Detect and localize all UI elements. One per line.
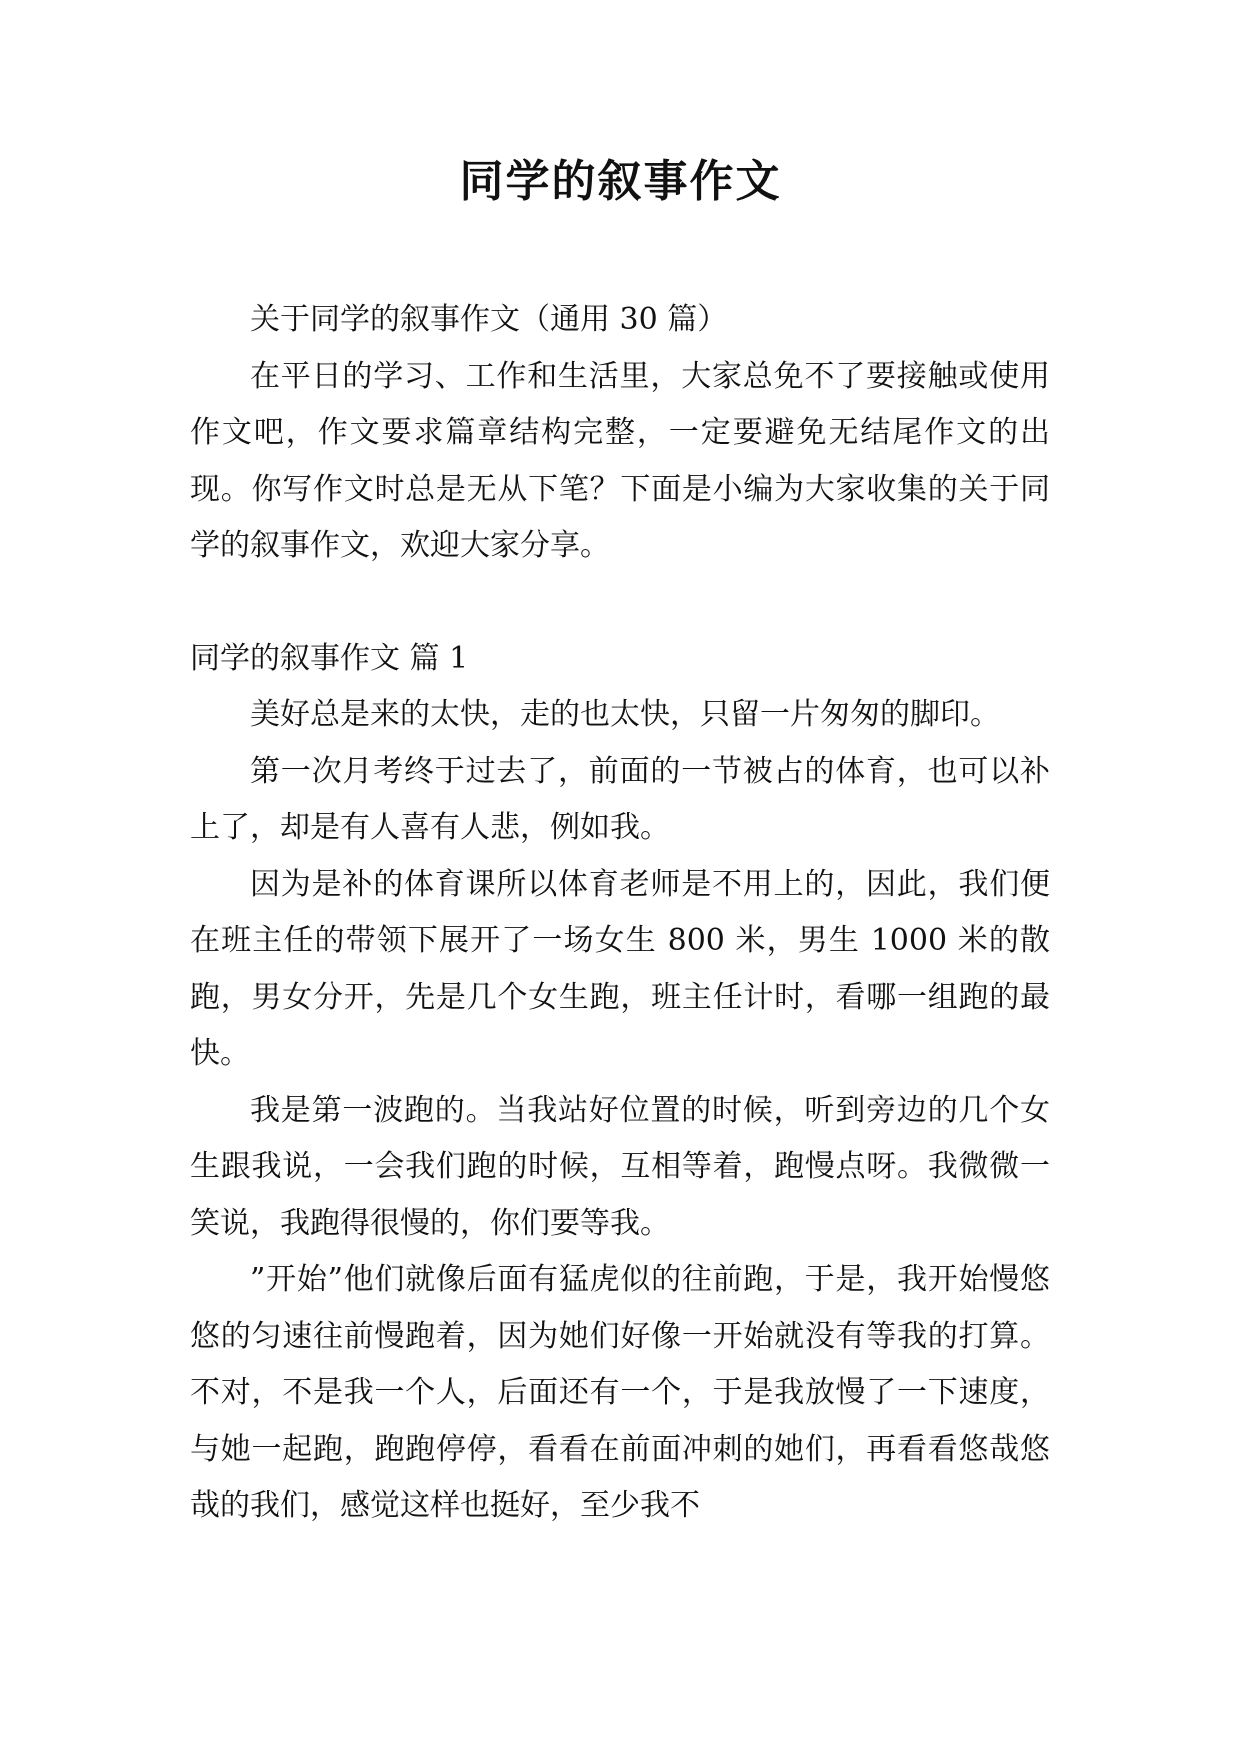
body-paragraph: 我是第一波跑的。当我站好位置的时候，听到旁边的几个女生跟我说，一会我们跑的时候，互相等着，跑慢点呀。我微微一笑说，我跑得很慢的，你们要等我。 (190, 1092, 1050, 1241)
body-paragraph: ”开始”他们就像后面有猛虎似的往前跑，于是，我开始慢悠悠的匀速往前慢跑着，因为她们好像一开始就没有等我的打算。不对，不是我一个人，后面还有一个，于是我放慢了一下速度，与她一起跑，跑跑停停，看看在前面冲刺的她们，再看看悠哉悠哉的我们，感觉这样也挺好，至少我不 (190, 1262, 1050, 1523)
intro-paragraph: 在平日的学习、工作和生活里，大家总免不了要接触或使用作文吧，作文要求篇章结构完整，一定要避免无结尾作文的出现。你写作文时总是无从下笔？下面是小编为大家收集的关于同学的叙事作文，欢迎大家分享。 (190, 358, 1050, 563)
body-paragraph: 第一次月考终于过去了，前面的一节被占的体育，也可以补上了，却是有人喜有人悲，例如我。 (190, 753, 1050, 845)
document-body (190, 292, 1050, 1535)
body-paragraph: 美好总是来的太快，走的也太快，只留一片匆匆的脚印。 (250, 697, 1000, 732)
intro-heading: 关于同学的叙事作文（通用 30 篇） (250, 302, 728, 337)
document-title: 同学的叙事作文 (459, 156, 782, 207)
section-heading: 同学的叙事作文 篇 1 (190, 640, 469, 676)
body-paragraph: 因为是补的体育课所以体育老师是不用上的，因此，我们便在班主任的带领下展开了一场女生 800 米，男生 1000 米的散跑，男女分开，先是几个女生跑，班主任计时，看哪一组跑的最快。 (190, 866, 1050, 1071)
